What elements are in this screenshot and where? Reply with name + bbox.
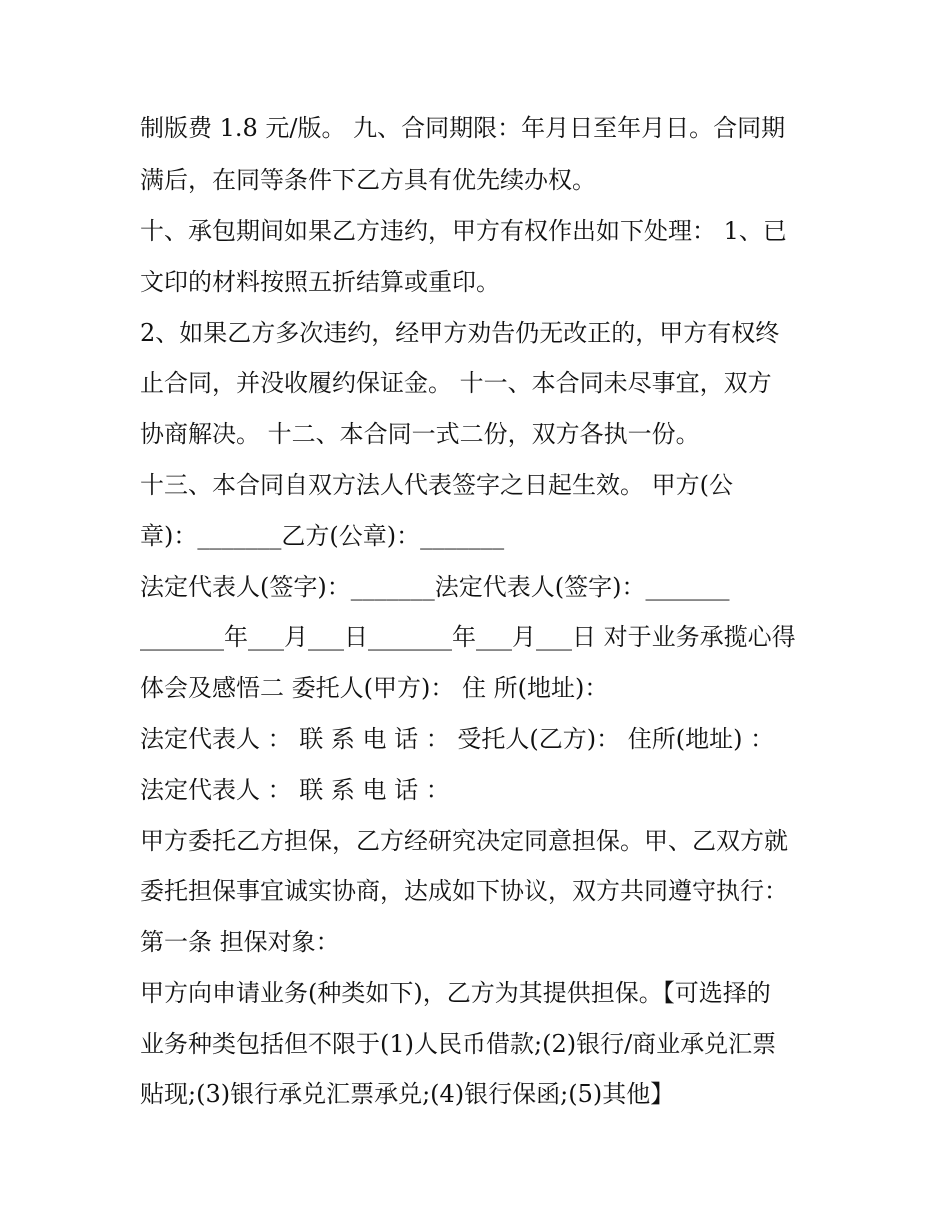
text-line: 满后，在同等条件下乙方具有优先续办权。 xyxy=(140,166,596,194)
text-line: 十、承包期间如果乙方违约，甲方有权作出如下处理： 1、已 xyxy=(140,217,787,245)
text-line: _______年___月___日_______年___月___日 对于业务承揽心得 xyxy=(140,623,796,651)
text-line: 甲方向申请业务(种类如下)，乙方为其提供担保。【可选择的 xyxy=(140,979,771,1007)
text-line: 章)：_______乙方(公章)：_______ xyxy=(140,522,505,550)
text-line: 止合同，并没收履约保证金。 十一、本合同未尽事宜，双方 xyxy=(140,369,772,397)
text-line: 法定代表人 ： 联 系 电 话 ： xyxy=(140,776,450,804)
text-line: 第一条 担保对象： xyxy=(140,928,340,956)
text-line: 体会及感悟二 委托人(甲方)： 住 所(地址)： xyxy=(140,674,609,702)
text-line: 业务种类包括但不限于(1)人民币借款;(2)银行/商业承兑汇票 xyxy=(140,1030,777,1058)
text-line: 十三、本合同自双方法人代表签字之日起生效。 甲方(公 xyxy=(140,471,733,499)
text-line: 贴现;(3)银行承兑汇票承兑;(4)银行保函;(5)其他】 xyxy=(140,1080,675,1108)
text-line: 文印的材料按照五折结算或重印。 xyxy=(140,268,500,296)
text-line: 法定代表人 ： 联 系 电 话 ： 受托人(乙方)： 住所(地址) ： xyxy=(140,725,775,753)
text-line: 制版费 1.8 元/版。 九、合同期限：年月日至年月日。合同期 xyxy=(140,114,786,142)
text-line: 2、如果乙方多次违约，经甲方劝告仍无改正的，甲方有权终 xyxy=(140,319,780,347)
text-line: 委托担保事宜诚实协商，达成如下协议，双方共同遵守执行： xyxy=(140,877,788,905)
text-line: 法定代表人(签字)：_______法定代表人(签字)：_______ xyxy=(140,573,730,601)
text-line: 协商解决。 十二、本合同一式二份，双方各执一份。 xyxy=(140,420,700,448)
text-line: 甲方委托乙方担保，乙方经研究决定同意担保。甲、乙双方就 xyxy=(140,827,788,855)
